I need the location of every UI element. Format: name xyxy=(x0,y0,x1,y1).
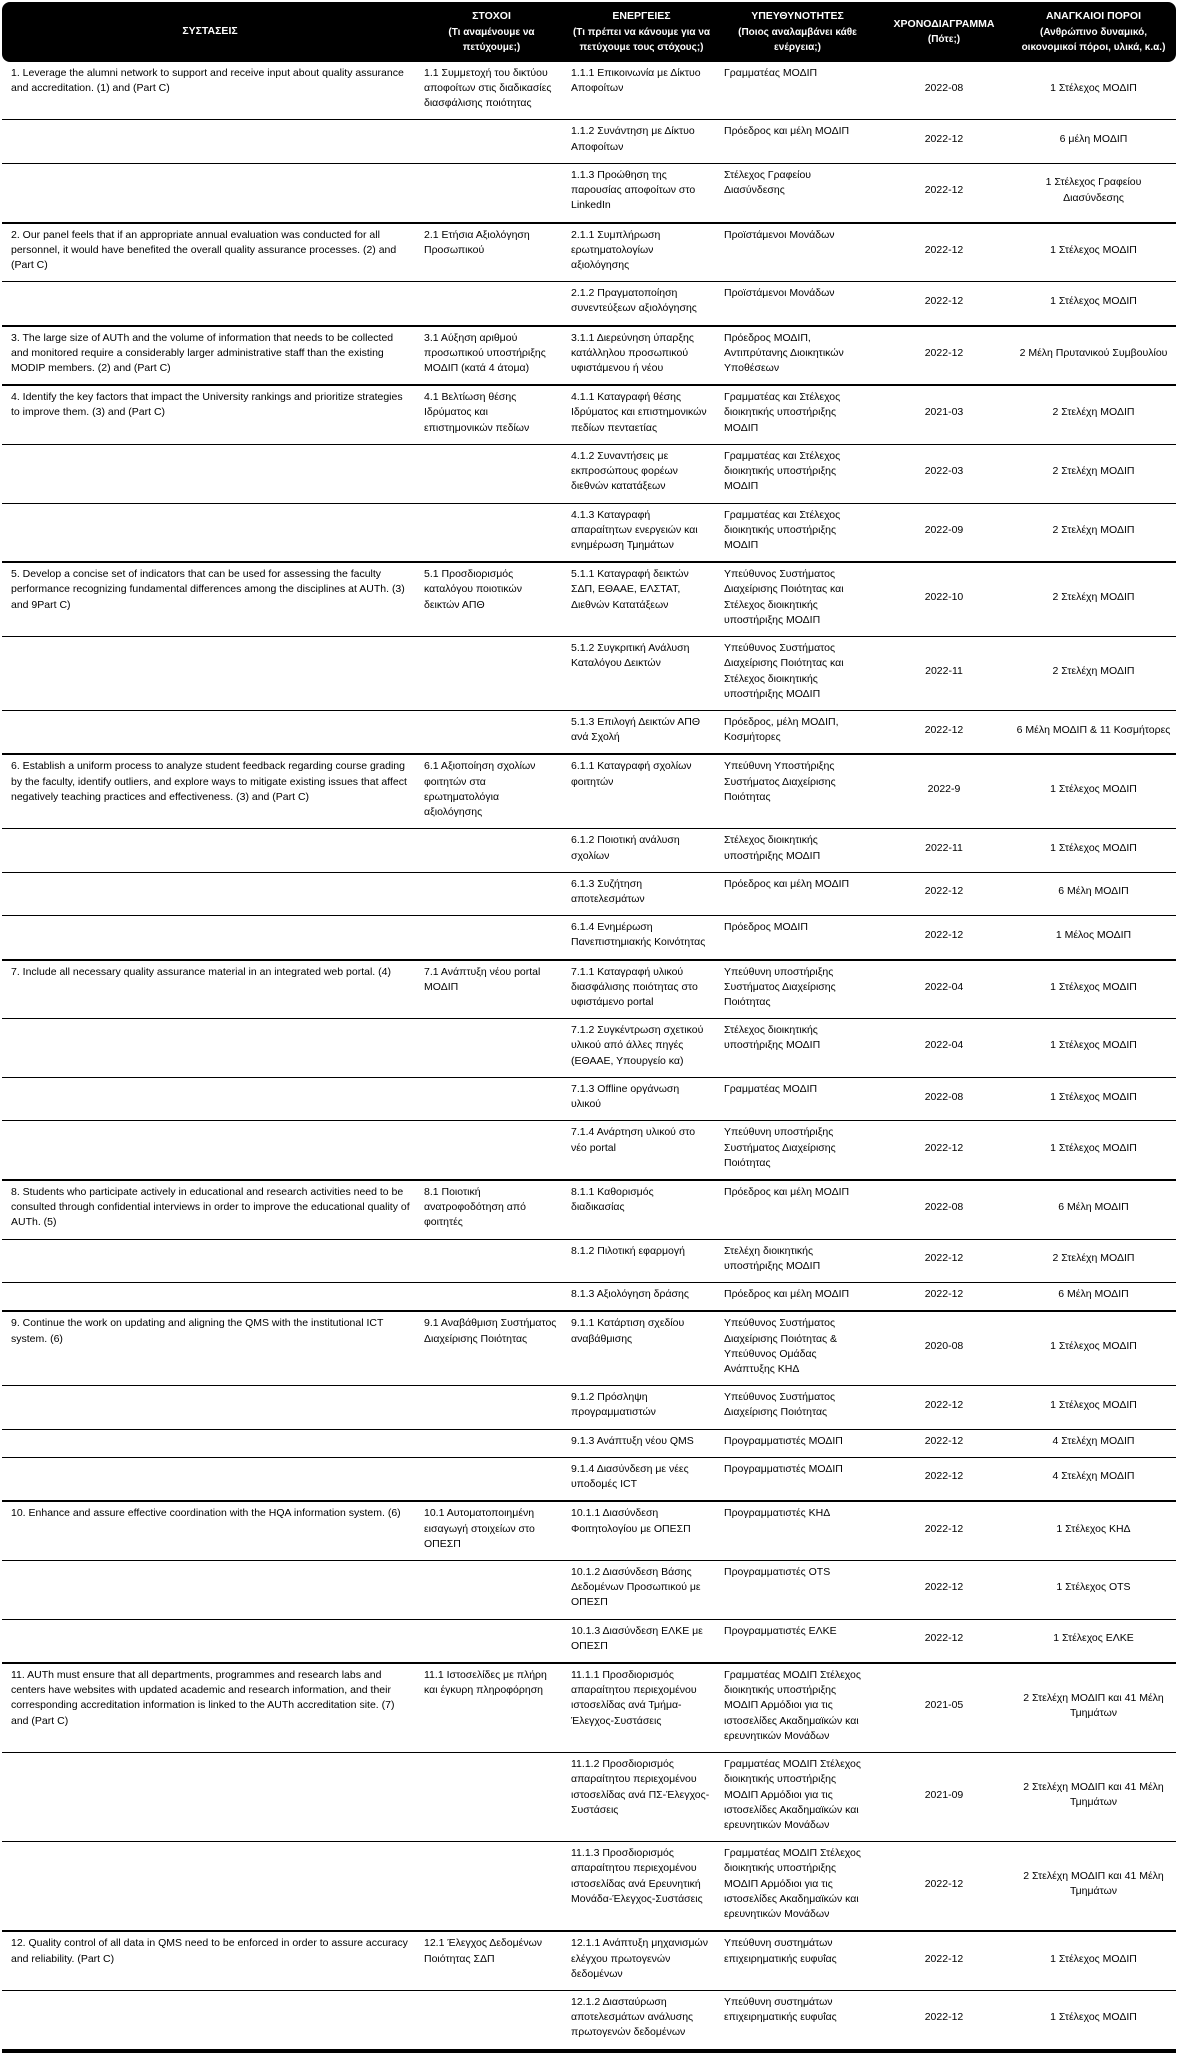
cell-timeline: 2022-12 xyxy=(877,281,1011,324)
cell-recommendation xyxy=(2,1429,418,1457)
header-sublabel: (Τι πρέπει να κάνουμε για να πετύχουμε τους στόχους;) xyxy=(572,26,711,53)
cell-resources: 1 Στέλεχος ΜΟΔΙΠ xyxy=(1011,1018,1176,1077)
cell-action: 6.1.4 Ενημέρωση Πανεπιστημιακής Κοινότητας xyxy=(565,915,718,958)
cell-responsibility: Γραμματέας και Στέλεχος διοικητικής υποστήριξης ΜΟΔΙΠ xyxy=(718,384,877,444)
cell-goal xyxy=(418,1752,565,1841)
cell-resources: 1 Στέλεχος ΜΟΔΙΠ xyxy=(1011,1385,1176,1428)
cell-recommendation: 8. Students who participate actively in educational and research activities need to be consulted through confidential interviews in order to improve the educational quality of AUTh. (5) xyxy=(2,1179,418,1239)
cell-responsibility: Γραμματέας ΜΟΔΙΠ Στέλεχος διοικητικής υποστήριξης ΜΟΔΙΠ Αρμόδιοι για τις ιστοσελίδες Ακαδημαϊκών και ερευνητικών Μονάδων xyxy=(718,1752,877,1841)
cell-resources: 2 Στελέχη ΜΟΔΙΠ xyxy=(1011,1239,1176,1282)
cell-timeline: 2021-03 xyxy=(877,384,1011,444)
table-row xyxy=(2,959,1176,1019)
header-label: ΧΡΟΝΟΔΙΑΓΡΑΜΜΑ xyxy=(893,17,995,30)
cell-goal xyxy=(418,1077,565,1120)
cell-goal xyxy=(418,503,565,562)
cell-resources: 1 Στέλεχος ΜΟΔΙΠ xyxy=(1011,1990,1176,2053)
cell-goal xyxy=(418,1560,565,1619)
cell-responsibility: Γραμματέας ΜΟΔΙΠ xyxy=(724,66,818,79)
cell-recommendation xyxy=(2,1619,418,1662)
cell-timeline: 2022-12 xyxy=(877,325,1011,385)
header-actions xyxy=(565,2,718,62)
header-recommendations xyxy=(2,2,418,62)
cell-timeline: 2022-12 xyxy=(877,1500,1011,1560)
header-label: ΑΝΑΓΚΑΙΟΙ ΠΟΡΟΙ xyxy=(1046,10,1141,22)
table-row xyxy=(2,1179,1176,1239)
table-row xyxy=(2,1429,1176,1457)
header-sublabel: (Πότε;) xyxy=(927,34,961,46)
cell-resources: 6 Μέλη ΜΟΔΙΠ xyxy=(1011,872,1176,915)
cell-resources: 1 Στέλεχος ΕΛΚΕ xyxy=(1011,1619,1176,1662)
cell-resources: 1 Στέλεχος ΜΟΔΙΠ xyxy=(1011,828,1176,871)
cell-action: 5.1.2 Συγκριτική Ανάλυση Καταλόγου Δεικτών xyxy=(565,636,718,710)
cell-recommendation: 9. Continue the work on updating and aligning the QMS with the institutional ICT system. (6) xyxy=(2,1310,418,1385)
cell-action: 10.1.3 Διασύνδεση ΕΛΚΕ με ΟΠΕΣΠ xyxy=(565,1619,718,1662)
cell-recommendation xyxy=(2,710,418,753)
cell-goal xyxy=(418,444,565,503)
cell-timeline: 2022-12 xyxy=(877,1990,1011,2053)
cell-responsibility: Προγραμματιστές OTS xyxy=(718,1560,877,1619)
cell-goal: 10.1 Αυτοματοποιημένη εισαγωγή στοιχείων στο ΟΠΕΣΠ xyxy=(418,1500,565,1560)
cell-responsibility: Γραμματέας ΜΟΔΙΠ xyxy=(718,1077,877,1120)
cell-action: 10.1.1 Διασύνδεση Φοιτητολογίου με ΟΠΕΣΠ xyxy=(565,1500,718,1560)
cell-goal xyxy=(418,872,565,915)
cell-resources: 6 Μέλη ΜΟΔΙΠ & 11 Κοσμήτορες xyxy=(1011,710,1176,753)
cell-timeline: 2022-12 xyxy=(877,872,1011,915)
cell-recommendation xyxy=(2,1841,418,1930)
cell-recommendation xyxy=(2,872,418,915)
cell-recommendation: 6. Establish a uniform process to analyze student feedback regarding course grading by the faculty, identify outliers, and explore ways to mitigate existing issues that affect negatively teaching practices and effectiveness. (3) and (Part C) xyxy=(2,753,418,828)
cell-goal xyxy=(418,710,565,753)
table-row xyxy=(2,1282,1176,1310)
cell-recommendation: 5. Develop a concise set of indicators that can be used for assessing the faculty performance recognizing fundamental differences among the disciplines at AUTh. (3) and 9Part C) xyxy=(2,561,418,636)
cell-timeline: 2022-08 xyxy=(877,1179,1011,1239)
table-row xyxy=(2,872,1176,915)
table-row xyxy=(2,1077,1176,1120)
cell-resources: 1 Στέλεχος ΜΟΔΙΠ xyxy=(1011,281,1176,324)
cell-recommendation xyxy=(2,119,418,162)
cell-responsibility: Γραμματέας ΜΟΔΙΠ Στέλεχος διοικητικής υποστήριξης ΜΟΔΙΠ Αρμόδιοι για τις ιστοσελίδες Ακαδημαϊκών και ερευνητικών Μονάδων xyxy=(718,1662,877,1752)
cell-timeline: 2022-12 xyxy=(877,222,1011,282)
cell-action: 1.1.2 Συνάντηση με Δίκτυο Αποφοίτων xyxy=(565,119,718,162)
header-goals xyxy=(418,2,565,62)
table-row xyxy=(2,163,1176,222)
cell-resources: 2 Στελέχη ΜΟΔΙΠ xyxy=(1011,636,1176,710)
cell-goal xyxy=(418,1239,565,1282)
cell-timeline: 2022-12 xyxy=(877,1385,1011,1428)
cell-timeline: 2022-11 xyxy=(877,636,1011,710)
cell-timeline: 2022-12 xyxy=(877,1841,1011,1930)
cell-goal xyxy=(418,1282,565,1310)
cell-timeline: 2022-12 xyxy=(877,915,1011,958)
cell-action: 2.1.1 Συμπλήρωση ερωτηματολογίων αξιολόγησης xyxy=(565,222,718,282)
cell-responsibility: Πρόεδρος ΜΟΔΙΠ, Αντιπρύτανης Διοικητικών Υποθέσεων xyxy=(718,325,877,385)
cell-goal: 4.1 Βελτίωση θέσης Ιδρύματος και επιστημονικών πεδίων xyxy=(418,384,565,444)
cell-responsibility: Γραμματέας ΜΟΔΙΠ Στέλεχος διοικητικής υποστήριξης ΜΟΔΙΠ Αρμόδιοι για τις ιστοσελίδες Ακαδημαϊκών και ερευνητικών Μονάδων xyxy=(718,1841,877,1930)
cell-action: 12.1.2 Διασταύρωση αποτελεσμάτων ανάλυσης πρωτογενών δεδομένων xyxy=(565,1990,718,2053)
cell-action: 7.1.2 Συγκέντρωση σχετικού υλικού από άλλες πηγές (ΕΘΑΑΕ, Υπουργείο κα) xyxy=(565,1018,718,1077)
cell-timeline: 2022-12 xyxy=(877,1120,1011,1179)
cell-action: 11.1.1 Προσδιορισμός απαραίτητου περιεχομένου ιστοσελίδας ανά Τμήμα-Έλεγχος-Συστάσεις xyxy=(565,1662,718,1752)
cell-resources: 1 Στέλεχος ΜΟΔΙΠ xyxy=(1011,959,1176,1019)
cell-timeline: 2022-12 xyxy=(877,1457,1011,1500)
cell-responsibility: Πρόεδρος και μέλη ΜΟΔΙΠ xyxy=(718,1179,877,1239)
cell-responsibility: Υπεύθυνος Συστήματος Διαχείρισης Ποιότητας & Υπεύθυνος Ομάδας Ανάπτυξης ΚΗΔ xyxy=(718,1310,877,1385)
header-resources xyxy=(1011,2,1176,62)
cell-action: 7.1.1 Καταγραφή υλικού διασφάλισης ποιότητας στο υφιστάμενο portal xyxy=(565,959,718,1019)
table-row xyxy=(2,710,1176,753)
cell-action: 6.1.2 Ποιοτική ανάλυση σχολίων xyxy=(565,828,718,871)
table-row xyxy=(2,1752,1176,1841)
table-body xyxy=(2,62,1176,2053)
header-sublabel: (Ποιος αναλαμβάνει κάθε ενέργεια;) xyxy=(738,26,857,53)
cell-responsibility: Υπεύθυνη υποστήριξης Συστήματος Διαχείρισης Ποιότητας xyxy=(718,959,877,1019)
cell-responsibility: Πρόεδρος και μέλη ΜΟΔΙΠ xyxy=(718,872,877,915)
table-row xyxy=(2,281,1176,324)
table-row xyxy=(2,384,1176,444)
cell-goal xyxy=(418,119,565,162)
cell-recommendation xyxy=(2,1752,418,1841)
cell-goal: 3.1 Αύξηση αριθμού προσωπικού υποστήριξης ΜΟΔΙΠ (κατά 4 άτομα) xyxy=(418,325,565,385)
cell-goal: 8.1 Ποιοτική ανατροφοδότηση από φοιτητές xyxy=(418,1179,565,1239)
cell-goal xyxy=(418,1619,565,1662)
cell-recommendation xyxy=(2,636,418,710)
cell-timeline: 2022-04 xyxy=(877,1018,1011,1077)
table-header xyxy=(2,2,1176,62)
cell-responsibility: Πρόεδρος ΜΟΔΙΠ xyxy=(718,915,877,958)
cell-recommendation xyxy=(2,828,418,871)
action-plan-page xyxy=(0,2,1178,2053)
table-row xyxy=(2,636,1176,710)
cell-action: 11.1.2 Προσδιορισμός απαραίτητου περιεχομένου ιστοσελίδας ανά ΠΣ-Έλεγχος-Συστάσεις xyxy=(565,1752,718,1841)
cell-goal xyxy=(418,1120,565,1179)
cell-goal: 7.1 Ανάπτυξη νέου portal ΜΟΔΙΠ xyxy=(418,959,565,1019)
cell-resources: 1 Στέλεχος ΜΟΔΙΠ xyxy=(1011,1077,1176,1120)
header-sublabel: (Τι αναμένουμε να πετύχουμε;) xyxy=(448,26,535,53)
cell-timeline: 2022-12 xyxy=(877,1282,1011,1310)
cell-action: 4.1.2 Συναντήσεις με εκπροσώπους φορέων διεθνών κατατάξεων xyxy=(565,444,718,503)
cell-recommendation: 10. Enhance and assure effective coordination with the HQA information system. (6) xyxy=(2,1500,418,1560)
cell-recommendation xyxy=(2,163,418,222)
cell-action: 11.1.3 Προσδιορισμός απαραίτητου περιεχομένου ιστοσελίδας ανά Ερευνητική Μονάδα-Έλεγχος-Συστάσεις xyxy=(565,1841,718,1930)
table-row xyxy=(2,1662,1176,1752)
table-row xyxy=(2,119,1176,162)
cell-responsibility: Υπεύθυνη συστημάτων επιχειρηματικής ευφυΐας xyxy=(718,1930,877,1990)
cell-action: 4.1.3 Καταγραφή απαραίτητων ενεργειών και ενημέρωση Τμημάτων xyxy=(565,503,718,562)
cell-goal xyxy=(418,915,565,958)
cell-resources: 4 Στελέχη ΜΟΔΙΠ xyxy=(1011,1429,1176,1457)
table-row xyxy=(2,1560,1176,1619)
table-row xyxy=(2,444,1176,503)
cell-goal: 2.1 Ετήσια Αξιολόγηση Προσωπικού xyxy=(418,222,565,282)
cell-resources: 2 Στελέχη ΜΟΔΙΠ και 41 Μέλη Τμημάτων xyxy=(1011,1752,1176,1841)
cell-resources: 1 Στέλεχος Γραφείου Διασύνδεσης xyxy=(1011,163,1176,222)
cell-action: 6.1.3 Συζήτηση αποτελεσμάτων xyxy=(565,872,718,915)
table-row xyxy=(2,561,1176,636)
cell-goal: 11.1 Ιστοσελίδες με πλήρη και έγκυρη πληροφόρηση xyxy=(418,1662,565,1752)
cell-resources: 1 Στέλεχος ΜΟΔΙΠ xyxy=(1011,753,1176,828)
cell-resources: 6 Μέλη ΜΟΔΙΠ xyxy=(1011,1282,1176,1310)
cell-action: 1.1.1 Επικοινωνία με Δίκτυο Αποφοίτων xyxy=(571,66,701,94)
cell-action: 7.1.4 Ανάρτηση υλικού στο νέο portal xyxy=(565,1120,718,1179)
cell-recommendation: 2. Our panel feels that if an appropriate annual evaluation was conducted for all personnel, it would have benefited the overall quality assurance processes. (2) and (Part C) xyxy=(2,222,418,282)
header-label: ΣΥΣΤΑΣΕΙΣ xyxy=(182,25,238,37)
cell-action: 2.1.2 Πραγματοποίηση συνεντεύξεων αξιολόγησης xyxy=(565,281,718,324)
table-row xyxy=(2,1930,1176,1990)
cell-timeline: 2020-08 xyxy=(877,1310,1011,1385)
cell-action: 8.1.2 Πιλοτική εφαρμογή xyxy=(565,1239,718,1282)
cell-recommendation: 7. Include all necessary quality assurance material in an integrated web portal. (4) xyxy=(2,959,418,1019)
cell-timeline: 2022-08 xyxy=(924,81,964,94)
cell-resources: 1 Στέλεχος ΚΗΔ xyxy=(1011,1500,1176,1560)
cell-resources: 6 μέλη ΜΟΔΙΠ xyxy=(1011,119,1176,162)
header-label: ΣΤΟΧΟΙ xyxy=(472,10,511,22)
cell-action: 4.1.1 Καταγραφή θέσης Ιδρύματος και επιστημονικών πεδίων πενταετίας xyxy=(565,384,718,444)
cell-timeline: 2022-12 xyxy=(877,710,1011,753)
cell-responsibility: Πρόεδρος, μέλη ΜΟΔΙΠ, Κοσμήτορες xyxy=(718,710,877,753)
cell-recommendation xyxy=(2,1990,418,2053)
cell-responsibility: Προγραμματιστές ΚΗΔ xyxy=(718,1500,877,1560)
cell-goal: 6.1 Αξιοποίηση σχολίων φοιτητών στα ερωτηματολόγια αξιολόγησης xyxy=(418,753,565,828)
cell-action: 9.1.3 Ανάπτυξη νέου QMS xyxy=(565,1429,718,1457)
cell-responsibility: Πρόεδρος και μέλη ΜΟΔΙΠ xyxy=(718,1282,877,1310)
cell-action: 10.1.2 Διασύνδεση Βάσης Δεδομένων Προσωπικού με ΟΠΕΣΠ xyxy=(565,1560,718,1619)
cell-action: 5.1.1 Καταγραφή δεικτών ΣΔΠ, ΕΘΑΑΕ, ΕΛΣΤΑΤ, Διεθνών Κατατάξεων xyxy=(565,561,718,636)
cell-responsibility: Στελέχη διοικητικής υποστήριξης ΜΟΔΙΠ xyxy=(718,1239,877,1282)
cell-recommendation xyxy=(2,1018,418,1077)
cell-goal xyxy=(418,1018,565,1077)
header-row xyxy=(2,2,1176,62)
table-row xyxy=(2,915,1176,958)
cell-recommendation xyxy=(2,1282,418,1310)
header-label: ΕΝΕΡΓΕΙΕΣ xyxy=(612,10,671,22)
cell-goal xyxy=(418,1990,565,2053)
header-timeline xyxy=(877,2,1011,62)
cell-action: 12.1.1 Ανάπτυξη μηχανισμών ελέγχου πρωτογενών δεδομένων xyxy=(565,1930,718,1990)
cell-timeline: 2022-04 xyxy=(877,959,1011,1019)
cell-timeline: 2021-05 xyxy=(877,1662,1011,1752)
cell-resources: 6 Μέλη ΜΟΔΙΠ xyxy=(1011,1179,1176,1239)
cell-recommendation xyxy=(2,503,418,562)
cell-action: 3.1.1 Διερεύνηση ύπαρξης κατάλληλου προσωπικού υφιστάμενου ή νέου xyxy=(565,325,718,385)
table-row xyxy=(2,1990,1176,2053)
cell-action: 7.1.3 Offline οργάνωση υλικού xyxy=(565,1077,718,1120)
cell-timeline: 2022-03 xyxy=(877,444,1011,503)
cell-recommendation: 4. Identify the key factors that impact the University rankings and prioritize strategies to improve them. (3) and (Part C) xyxy=(2,384,418,444)
table-row xyxy=(2,62,1176,120)
cell-responsibility: Υπεύθυνη συστημάτων επιχειρηματικής ευφυΐας xyxy=(718,1990,877,2053)
header-label: ΥΠΕΥΘΥΝΟΤΗΤΕΣ xyxy=(751,10,844,22)
cell-responsibility: Υπεύθυνος Συστήματος Διαχείρισης Ποιότητας xyxy=(718,1385,877,1428)
cell-goal: 12.1 Έλεγχος Δεδομένων Ποιότητας ΣΔΠ xyxy=(418,1930,565,1990)
cell-recommendation: 12. Quality control of all data in QMS need to be enforced in order to assure accuracy and reliability. (Part C) xyxy=(2,1930,418,1990)
cell-responsibility: Προγραμματιστές ΜΟΔΙΠ xyxy=(718,1429,877,1457)
cell-responsibility: Υπεύθυνη υποστήριξης Συστήματος Διαχείρισης Ποιότητας xyxy=(718,1120,877,1179)
cell-resources: 1 Στέλεχος ΜΟΔΙΠ xyxy=(1050,81,1137,94)
cell-action: 9.1.2 Πρόσληψη προγραμματιστών xyxy=(565,1385,718,1428)
cell-resources: 2 Μέλη Πρυτανικού Συμβουλίου xyxy=(1011,325,1176,385)
cell-timeline: 2022-9 xyxy=(877,753,1011,828)
table-row xyxy=(2,1841,1176,1930)
cell-resources: 1 Στέλεχος ΜΟΔΙΠ xyxy=(1011,1310,1176,1385)
cell-responsibility: Προγραμματιστές ΕΛΚΕ xyxy=(718,1619,877,1662)
table-row xyxy=(2,753,1176,828)
cell-goal xyxy=(418,636,565,710)
cell-timeline: 2022-08 xyxy=(877,1077,1011,1120)
cell-recommendation xyxy=(2,281,418,324)
cell-goal xyxy=(418,1385,565,1428)
cell-goal xyxy=(418,281,565,324)
cell-timeline: 2022-12 xyxy=(877,1560,1011,1619)
cell-timeline: 2022-12 xyxy=(877,163,1011,222)
cell-recommendation: 3. The large size of AUTh and the volume of information that needs to be collected and monitored require a considerably larger administrative staff than the existing MODIP members. (2) and (Part C) xyxy=(2,325,418,385)
table-row xyxy=(2,1018,1176,1077)
cell-timeline: 2022-09 xyxy=(877,503,1011,562)
table-row xyxy=(2,1239,1176,1282)
cell-action: 1.1.3 Προώθηση της παρουσίας αποφοίτων στο LinkedIn xyxy=(565,163,718,222)
table-row xyxy=(2,1619,1176,1662)
cell-goal xyxy=(418,1457,565,1500)
cell-goal: 5.1 Προσδιορισμός καταλόγου ποιοτικών δεικτών ΑΠΘ xyxy=(418,561,565,636)
cell-responsibility: Στέλεχος Γραφείου Διασύνδεσης xyxy=(718,163,877,222)
cell-resources: 2 Στελέχη ΜΟΔΙΠ xyxy=(1011,561,1176,636)
cell-timeline: 2022-12 xyxy=(877,1930,1011,1990)
cell-goal: 1.1 Συμμετοχή του δικτύου αποφοίτων στις διαδικασίες διασφάλισης ποιότητας xyxy=(424,66,552,110)
table-row xyxy=(2,1500,1176,1560)
cell-responsibility: Στέλεχος διοικητικής υποστήριξης ΜΟΔΙΠ xyxy=(718,828,877,871)
cell-recommendation xyxy=(2,1457,418,1500)
table-row xyxy=(2,828,1176,871)
cell-responsibility: Υπεύθυνη Υποστήριξης Συστήματος Διαχείρισης Ποιότητας xyxy=(718,753,877,828)
cell-recommendation xyxy=(2,1120,418,1179)
cell-recommendation xyxy=(2,1077,418,1120)
cell-responsibility: Γραμματέας και Στέλεχος διοικητικής υποστήριξης ΜΟΔΙΠ xyxy=(718,503,877,562)
table-row xyxy=(2,1457,1176,1500)
cell-resources: 2 Στελέχη ΜΟΔΙΠ xyxy=(1011,384,1176,444)
cell-responsibility: Πρόεδρος και μέλη ΜΟΔΙΠ xyxy=(718,119,877,162)
cell-responsibility: Στέλεχος διοικητικής υποστήριξης ΜΟΔΙΠ xyxy=(718,1018,877,1077)
table-row xyxy=(2,222,1176,282)
cell-resources: 2 Στελέχη ΜΟΔΙΠ xyxy=(1011,444,1176,503)
table-row xyxy=(2,1310,1176,1385)
cell-resources: 4 Στελέχη ΜΟΔΙΠ xyxy=(1011,1457,1176,1500)
cell-responsibility: Υπεύθυνος Συστήματος Διαχείρισης Ποιότητας και Στέλεχος διοικητικής υποστήριξης ΜΟΔΙΠ xyxy=(718,561,877,636)
cell-recommendation: 11. AUTh must ensure that all departments, programmes and research labs and centers have websites with updated academic and research information, and their corresponding accreditation information is linked to the AUTh accreditation site. (7) and (Part C) xyxy=(2,1662,418,1752)
cell-resources: 1 Στέλεχος OTS xyxy=(1011,1560,1176,1619)
cell-timeline: 2022-12 xyxy=(877,119,1011,162)
cell-recommendation xyxy=(2,444,418,503)
cell-responsibility: Προϊστάμενοι Μονάδων xyxy=(718,222,877,282)
cell-resources: 2 Στελέχη ΜΟΔΙΠ xyxy=(1011,503,1176,562)
cell-action: 5.1.3 Επιλογή Δεικτών ΑΠΘ ανά Σχολή xyxy=(565,710,718,753)
cell-timeline: 2021-09 xyxy=(877,1752,1011,1841)
cell-responsibility: Προγραμματιστές ΜΟΔΙΠ xyxy=(718,1457,877,1500)
cell-goal xyxy=(418,163,565,222)
cell-resources: 1 Στέλεχος ΜΟΔΙΠ xyxy=(1011,1930,1176,1990)
cell-responsibility: Προϊστάμενοι Μονάδων xyxy=(718,281,877,324)
header-responsibilities xyxy=(718,2,877,62)
cell-resources: 2 Στελέχη ΜΟΔΙΠ και 41 Μέλη Τμημάτων xyxy=(1011,1841,1176,1930)
table-row xyxy=(2,1120,1176,1179)
cell-action: 6.1.1 Καταγραφή σχολίων φοιτητών xyxy=(565,753,718,828)
cell-responsibility: Γραμματέας και Στέλεχος διοικητικής υποστήριξης ΜΟΔΙΠ xyxy=(718,444,877,503)
cell-timeline: 2022-12 xyxy=(877,1619,1011,1662)
cell-resources: 1 Μέλος ΜΟΔΙΠ xyxy=(1011,915,1176,958)
cell-resources: 1 Στέλεχος ΜΟΔΙΠ xyxy=(1011,1120,1176,1179)
cell-recommendation xyxy=(2,1239,418,1282)
cell-goal xyxy=(418,1429,565,1457)
cell-responsibility: Υπεύθυνος Συστήματος Διαχείρισης Ποιότητας και Στέλεχος διοικητικής υποστήριξης ΜΟΔΙΠ xyxy=(718,636,877,710)
cell-goal xyxy=(418,828,565,871)
cell-resources: 1 Στέλεχος ΜΟΔΙΠ xyxy=(1011,222,1176,282)
table-row xyxy=(2,325,1176,385)
action-plan-table xyxy=(2,2,1176,2053)
cell-action: 9.1.4 Διασύνδεση με νέες υποδομές ICT xyxy=(565,1457,718,1500)
table-row xyxy=(2,1385,1176,1428)
cell-recommendation xyxy=(2,1385,418,1428)
cell-recommendation: 1. Leverage the alumni network to support and receive input about quality assurance and accreditation. (1) and (Part C) xyxy=(11,66,404,94)
cell-timeline: 2022-12 xyxy=(877,1239,1011,1282)
cell-timeline: 2022-10 xyxy=(877,561,1011,636)
cell-timeline: 2022-12 xyxy=(877,1429,1011,1457)
table-row xyxy=(2,503,1176,562)
cell-timeline: 2022-11 xyxy=(877,828,1011,871)
cell-recommendation xyxy=(2,1560,418,1619)
cell-recommendation xyxy=(2,915,418,958)
cell-goal xyxy=(418,1841,565,1930)
cell-resources: 2 Στελέχη ΜΟΔΙΠ και 41 Μέλη Τμημάτων xyxy=(1011,1662,1176,1752)
cell-action: 9.1.1 Κατάρτιση σχεδίου αναβάθμισης xyxy=(565,1310,718,1385)
cell-goal: 9.1 Αναβάθμιση Συστήματος Διαχείρισης Ποιότητας xyxy=(418,1310,565,1385)
cell-action: 8.1.3 Αξιολόγηση δράσης xyxy=(565,1282,718,1310)
cell-action: 8.1.1 Καθορισμός διαδικασίας xyxy=(565,1179,718,1239)
header-sublabel: (Ανθρώπινο δυναμικό, οικονομικοί πόροι, υλικά, κ.α.) xyxy=(1021,26,1166,53)
